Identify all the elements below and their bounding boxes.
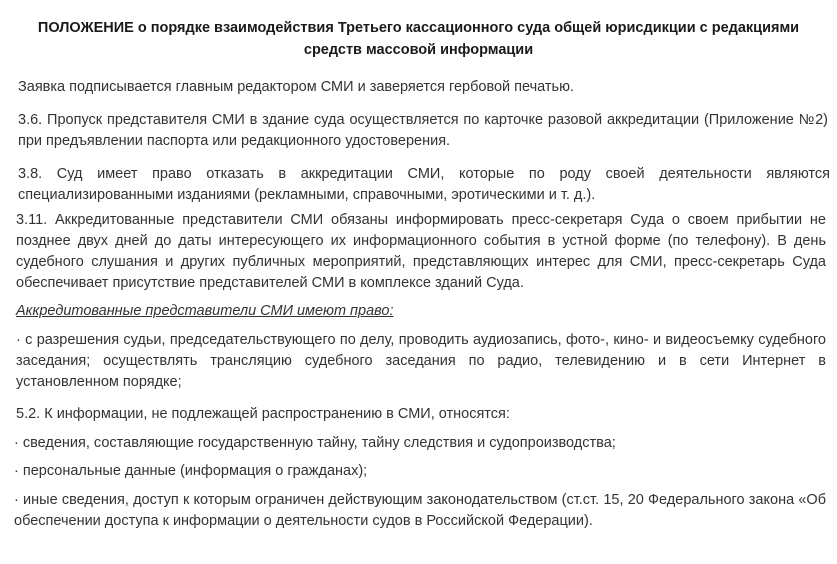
rights-heading: Аккредитованные представители СМИ имеют право: bbox=[16, 303, 394, 319]
list-item-personal-data: · персональные данные (информация о гражданах); bbox=[14, 463, 368, 479]
paragraph-3-11: 3.11. Аккредитованные представители СМИ обязаны информировать пресс-секретаря Суда о своем прибытии не позднее двух дней до даты интересующего их информационного события в устной форме (по телефону). В день судебного слушания и других публичных мероприятий, представляющих интерес для СМИ, пресс-секретарь Суда обеспечивает присутствие представителей СМИ в комплексе зданий Суда. bbox=[16, 212, 826, 291]
document-title: ПОЛОЖЕНИЕ о порядке взаимодействия Третьего кассационного суда общей юрисдикции с редакциями средств массовой информации bbox=[37, 20, 800, 58]
paragraph-3-8: 3.8. Суд имеет право отказать в аккредитации СМИ, которые по роду своей деятельности являются специализированными изданиями (рекламными, справочными, эротическими и т. д.). bbox=[18, 166, 830, 203]
paragraph-application-signature: Заявка подписывается главным редактором СМИ и заверяется гербовой печатью. bbox=[18, 79, 575, 95]
paragraph-3-6: 3.6. Пропуск представителя СМИ в здание суда осуществляется по карточке разовой аккредитации (Приложение №2) при предъявлении паспорта или редакционного удостоверения. bbox=[18, 112, 828, 149]
list-item-state-secret: · сведения, составляющие государственную тайну, тайну следствия и судопроизводства; bbox=[14, 435, 616, 451]
paragraph-5-2: 5.2. К информации, не подлежащей распространению в СМИ, относятся: bbox=[16, 406, 510, 422]
list-item-restricted-info: · иные сведения, доступ к которым ограничен действующим законодательством (ст.ст. 15, 20 Федерального закона «Об обеспечении доступа к информации о деятельности судов в Российской Федерации). bbox=[14, 492, 826, 529]
paragraph-rights-item: · с разрешения судьи, председательствующего по делу, проводить аудиозапись, фото-, кино- и видеосъемку судебного заседания; осуществлять трансляцию судебного заседания по радио, телевидению и в сети Интернет в установленном порядке; bbox=[16, 332, 826, 390]
